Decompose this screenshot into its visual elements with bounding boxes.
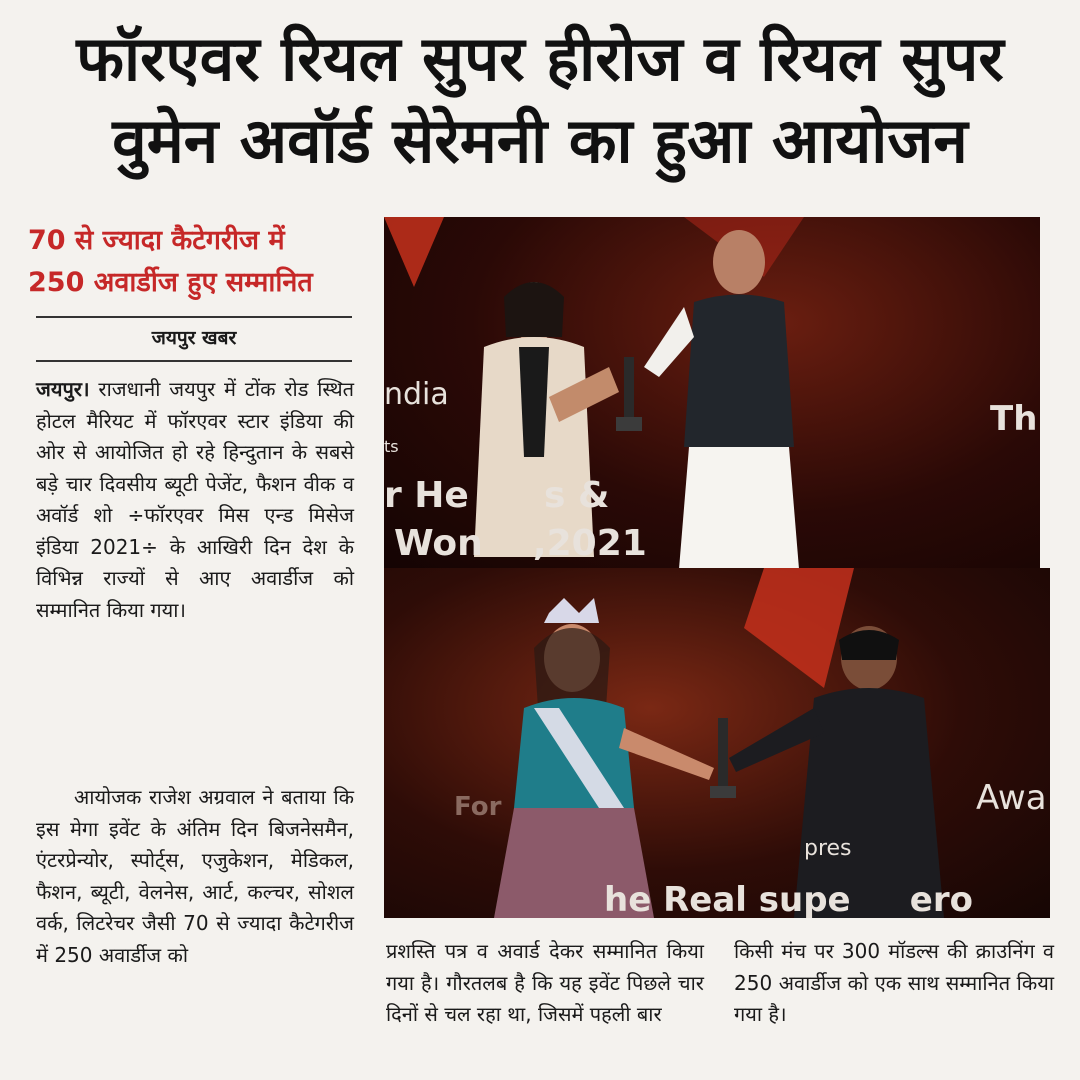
man-vest [684,295,794,448]
headline [20,18,1060,182]
headline-line-2: वुमेन अवॉर्ड सेरेमनी का हुआ आयोजन [112,104,968,177]
man-arm [644,307,694,377]
backdrop-text-ts: ts [384,437,399,456]
backdrop-text-india: ndia [384,377,449,412]
trophy [718,718,728,788]
star-shape [744,568,854,688]
trophy-base [710,786,736,798]
woman-hair [504,282,564,337]
woman-arm [619,728,714,780]
byline-bottom-rule [36,360,352,362]
backdrop-text-awa: Awa [976,778,1047,818]
award-photo-1 [384,217,1040,569]
article-paragraph-2: आयोजक राजेश अग्रवाल ने बताया कि इस मेगा इवेंट के अंतिम दिन बिजनेसमैन, एंटरप्रेन्योर, स्पोर्ट्स, एजुकेशन, मेडिकल, फैशन, ब्यूटी, वेलनेस, आर्ट, कल्चर, सोशल वर्क, लिटरेचर जैसी 70 से ज्यादा कैटेगरीज में 250 अवार्डीज को [36,785,354,967]
photo-1-scene [384,217,1040,569]
man-kurta [679,447,799,569]
byline: जयपुर खबर [151,327,237,349]
article-column-2: प्रशस्ति पत्र व अवार्ड देकर सम्मानित किया गया है। गौरतलब है कि यह इवेंट पिछले चार दिनों से चल रहा था, जिसमें पहली बार [386,939,704,1026]
sub-headline [28,220,358,304]
man-hair [839,630,899,660]
headline-line-1: फॉरएवर रियल सुपर हीरोज व रियल सुपर [76,22,1004,95]
crown [544,598,599,623]
backdrop-text-pres: pres [804,836,852,861]
award-photo-2 [384,568,1050,918]
paragraph-1-body: राजधानी जयपुर में टोंक रोड स्थित होटल मैरियट में फॉरएवर स्टार इंडिया की ओर से आयोजित हो रहे हिन्दुतान के सबसे बड़े चार दिवसीय ब्यूटी पेजेंट, फैशन वीक व अवॉर्ड शो ÷फॉरएवर मिस एन्ड मिसेज इंडिया 2021÷ के आखिरी दिन देश के विभिन्न राज्यों से आए अवार्डीज को सम्मानित किया गया। [36,377,354,622]
woman-top [519,347,549,457]
trophy [624,357,634,417]
sub-headline-line-2: 250 अवार्डीज हुए सम्मानित [28,267,313,298]
backdrop-text-th: Th [990,399,1038,439]
photo-2-scene [384,568,1050,918]
star-shape [384,217,444,287]
article-paragraph-1 [36,374,354,626]
backdrop-text-for: For [454,792,502,822]
dateline: जयपुर। [36,377,90,401]
backdrop-text-line-2: Won ,2021 [394,523,647,564]
woman-hair [534,628,610,708]
sub-headline-line-1: 70 से ज्यादा कैटेगरीज में [28,225,285,256]
man-head [713,230,765,294]
backdrop-text-line-1: r He s & [384,475,610,516]
trophy-base [616,417,642,431]
byline-top-rule [36,316,352,318]
backdrop-text-real: he Real supe ero [604,880,973,918]
article-column-3: किसी मंच पर 300 मॉडल्स की क्राउनिंग व 250 अवार्डीज को एक साथ सम्मानित किया गया है। [734,939,1054,1026]
